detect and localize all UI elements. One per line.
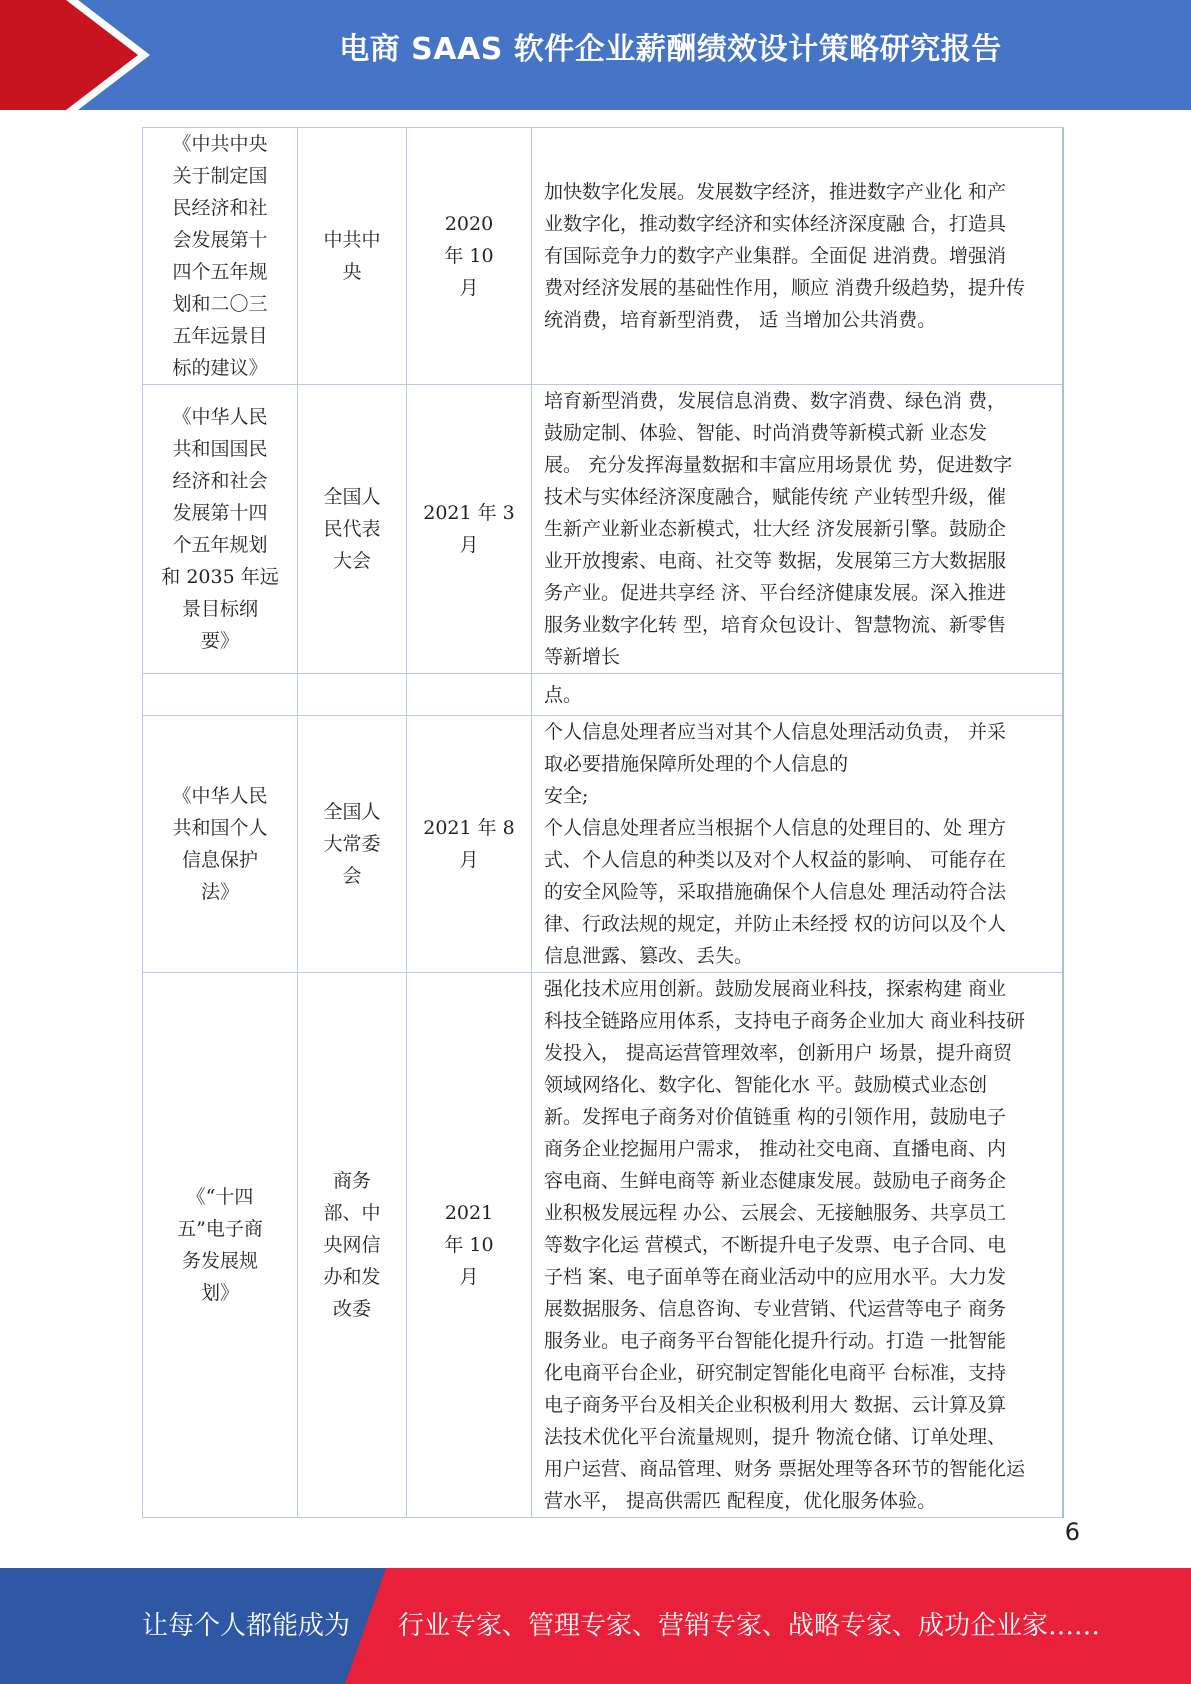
issuer-cell — [298, 674, 407, 716]
table-row — [143, 973, 1064, 1518]
date-cell: 2021 年 3 月 — [407, 385, 532, 674]
policy-name-cell: 《中华人民 共和国国民 经济和社会 发展第十四 个五年规划 和 2035 年远 景目标纲 要》 — [143, 385, 298, 674]
issuer-cell: 全国人 民代表 大会 — [298, 385, 407, 674]
policy-name-cell: 《中华人民 共和国个人 信息保护 法》 — [143, 716, 298, 973]
date-cell — [407, 674, 532, 716]
date-cell: 2020 年 10 月 — [407, 128, 532, 385]
issuer-cell: 商务 部、中 央网信 办和发 改委 — [298, 973, 407, 1518]
content-cell: 培育新型消费，发展信息消费、数字消费、绿色消 费， 鼓励定制、体验、智能、时尚消费等新模式新 业态发 展。 充分发挥海量数据和丰富应用场景优 势，促进数字 技术与实体经济深度融合，赋能传统 产业转型升级，催 生新产业新业态新模式，壮大经 济发展新引擎。鼓励企 业开放搜索、电商、社交等 数据，发展第三方大数据服 务产业。促进共享经 济、平台经济健康发展。深入推进 服务业数字化转 型，培育众包设计、智慧物流、新零售 等新增长 — [532, 385, 1064, 674]
issuer-cell: 全国人 大常委 会 — [298, 716, 407, 973]
page-number: 6 — [1064, 1518, 1080, 1546]
date-cell: 2021 年 10 月 — [407, 973, 532, 1518]
table-row — [143, 128, 1064, 385]
table-row — [143, 716, 1064, 973]
report-title: 电商 SAAS 软件企业薪酬绩效设计策略研究报告 — [339, 32, 1002, 67]
table-row — [143, 674, 1064, 716]
page-header — [0, 0, 1191, 110]
header-chevron-red — [0, 0, 140, 110]
content-cell: 个人信息处理者应当对其个人信息处理活动负责， 并采 取必要措施保障所处理的个人信息的 安全; 个人信息处理者应当根据个人信息的处理目的、处 理方 式、个人信息的种类以及对个人权益的影响、 可能存在 的安全风险等，采取措施确保个人信息处 理活动符合法 律、行政法规的规定，并防止未经授 权的访问以及个人 信息泄露、篡改、丢失。 — [532, 716, 1064, 973]
footer-slogan-right: 行业专家、管理专家、营销专家、战略专家、成功企业家…… — [398, 1611, 1101, 1641]
policy-name-cell: 《“十四 五”电子商 务发展规 划》 — [143, 973, 298, 1518]
table-row — [143, 385, 1064, 674]
policy-table — [142, 127, 1064, 1518]
date-cell: 2021 年 8 月 — [407, 716, 532, 973]
content-cell: 点。 — [532, 674, 1064, 716]
content-cell: 强化技术应用创新。鼓励发展商业科技，探索构建 商业 科技全链路应用体系，支持电子商务企业加大 商业科技研 发投入， 提高运营管理效率，创新用户 场景，提升商贸 领域网络化、数字化、智能化水 平。鼓励模式业态创 新。发挥电子商务对价值链重 构的引领作用，鼓励电子 商务企业挖掘用户需求， 推动社交电商、直播电商、内 容电商、生鲜电商等 新业态健康发展。鼓励电子商务企 业积极发展远程 办公、云展会、无接触服务、共享员工 等数字化运 营模式，不断提升电子发票、电子合同、电 子档 案、电子面单等在商业活动中的应用水平。大力发 展数据服务、信息咨询、专业营销、代运营等电子 商务 服务业。电子商务平台智能化提升行动。打造 一批智能 化电商平台企业，研究制定智能化电商平 台标准，支持 电子商务平台及相关企业积极利用大 数据、云计算及算 法技术优化平台流量规则，提升 物流仓储、订单处理、 用户运营、商品管理、财务 票据处理等各环节的智能化运 营水平， 提高供需匹 配程度，优化服务体验。 — [532, 973, 1064, 1518]
content-cell: 加快数字化发展。发展数字经济，推进数字产业化 和产 业数字化，推动数字经济和实体经济深度融 合，打造具 有国际竞争力的数字产业集群。全面促 进消费。增强消 费对经济发展的基础性作用，顺应 消费升级趋势，提升传 统消费，培育新型消费， 适 当增加公共消费。 — [532, 128, 1064, 385]
page-footer — [0, 1568, 1191, 1684]
footer-slogan-left: 让每个人都能成为 — [142, 1611, 351, 1641]
issuer-cell: 中共中 央 — [298, 128, 407, 385]
policy-name-cell — [143, 674, 298, 716]
policy-name-cell: 《中共中央 关于制定国 民经济和社 会发展第十 四个五年规 划和二〇三 五年远景目 标的建议》 — [143, 128, 298, 385]
